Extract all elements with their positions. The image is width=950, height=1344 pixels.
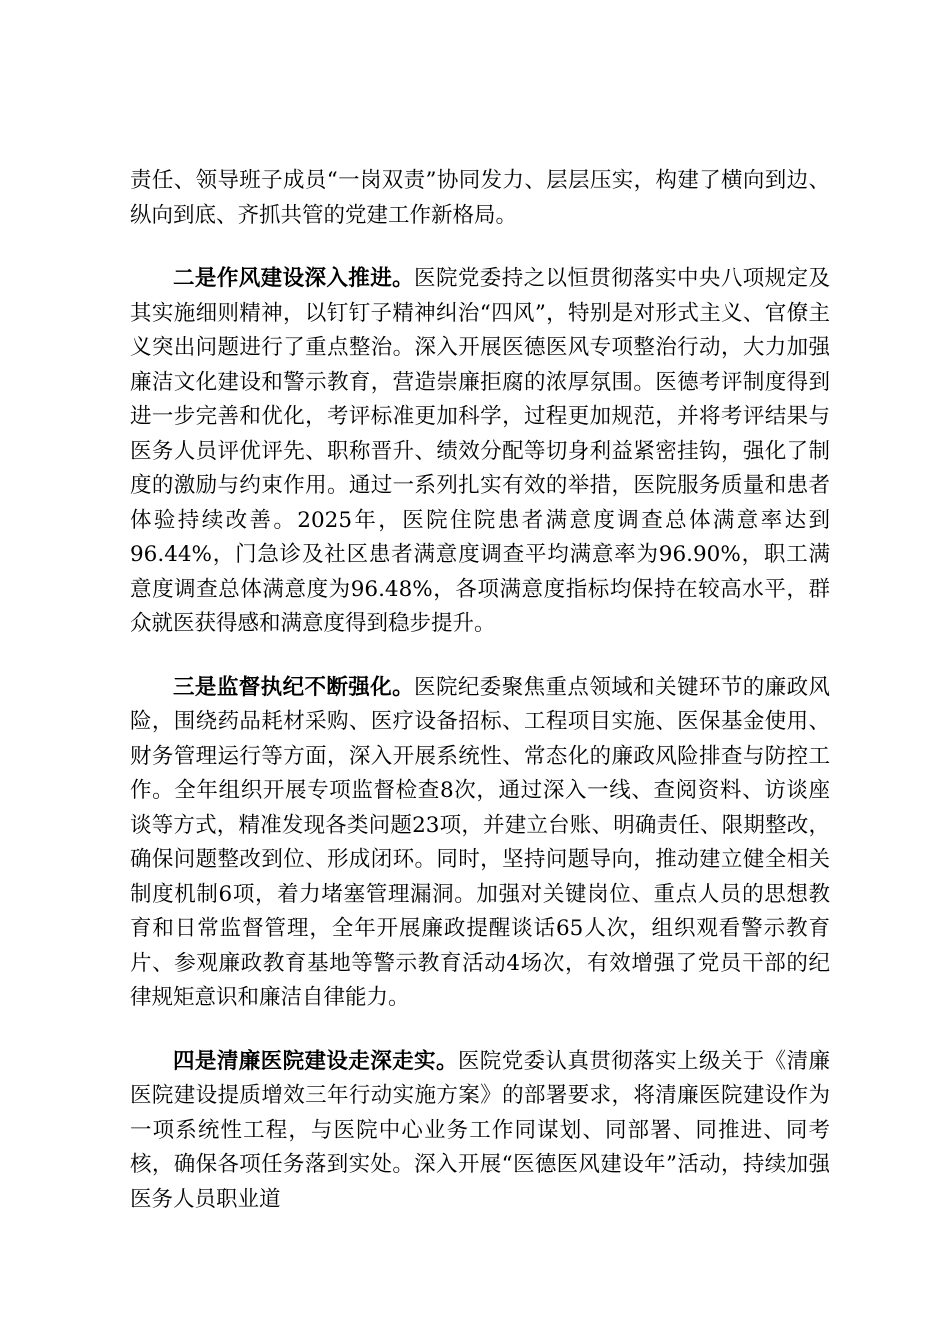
paragraph-work-style	[130, 262, 830, 642]
paragraph-body: 责任、领导班子成员“一岗双责”协同发力、层层压实，构建了横向到边、纵向到底、齐抓共管的党建工作新格局。	[130, 168, 830, 228]
paragraph-heading: 四是清廉医院建设走深走实。	[173, 1048, 458, 1074]
paragraph-body: 医院党委持之以恒贯彻落实中央八项规定及其实施细则精神，以钉钉子精神纠治“四风”，特别是对形式主义、官僚主义突出问题进行了重点整治。深入开展医德医风专项整治行动，大力加强廉洁文化建设和警示教育，营造崇廉拒腐的浓厚氛围。医德考评制度得到进一步完善和优化，考评标准更加科学，过程更加规范，并将考评结果与医务人员评优评先、职称晋升、绩效分配等切身利益紧密挂钩，强化了制度的激励与约束作用。通过一系列扎实有效的举措，医院服务质量和患者体验持续改善。2025年，医院住院患者满意度调查总体满意率达到96.44%，门急诊及社区患者满意度调查平均满意率为96.90%，职工满意度调查总体满意度为96.48%，各项满意度指标均保持在较高水平，群众就医获得感和满意度得到稳步提升。	[130, 266, 830, 636]
paragraph-heading: 三是监督执纪不断强化。	[173, 674, 415, 700]
paragraph-body: 医院纪委聚焦重点领域和关键环节的廉政风险，围绕药品耗材采购、医疗设备招标、工程项目实施、医保基金使用、财务管理运行等方面，深入开展系统性、常态化的廉政风险排查与防控工作。全年组织开展专项监督检查8次，通过深入一线、查阅资料、访谈座谈等方式，精准发现各类问题23项，并建立台账、明确责任、限期整改，确保问题整改到位、形成闭环。同时，坚持问题导向，推动建立健全相关制度机制6项，着力堵塞管理漏洞。加强对关键岗位、重点人员的思想教育和日常监督管理，全年开展廉政提醒谈话65人次，组织观看警示教育片、参观廉政教育基地等警示教育活动4场次，有效增强了党员干部的纪律规矩意识和廉洁自律能力。	[130, 674, 830, 1010]
paragraph-heading: 二是作风建设深入推进。	[173, 266, 415, 291]
paragraph-clean-hospital	[130, 1045, 830, 1218]
paragraph-continuation	[130, 164, 830, 233]
paragraph-body: 医院党委认真贯彻落实上级关于《清廉医院建设提质增效三年行动实施方案》的部署要求，将清廉医院建设作为一项系统性工程，与医院中心业务工作同谋划、同部署、同推进、同考核，确保各项任务落到实处。深入开展“医德医风建设年”活动，持续加强医务人员职业道	[130, 1048, 830, 1212]
document-page	[130, 164, 830, 1246]
paragraph-supervision	[130, 671, 830, 1016]
